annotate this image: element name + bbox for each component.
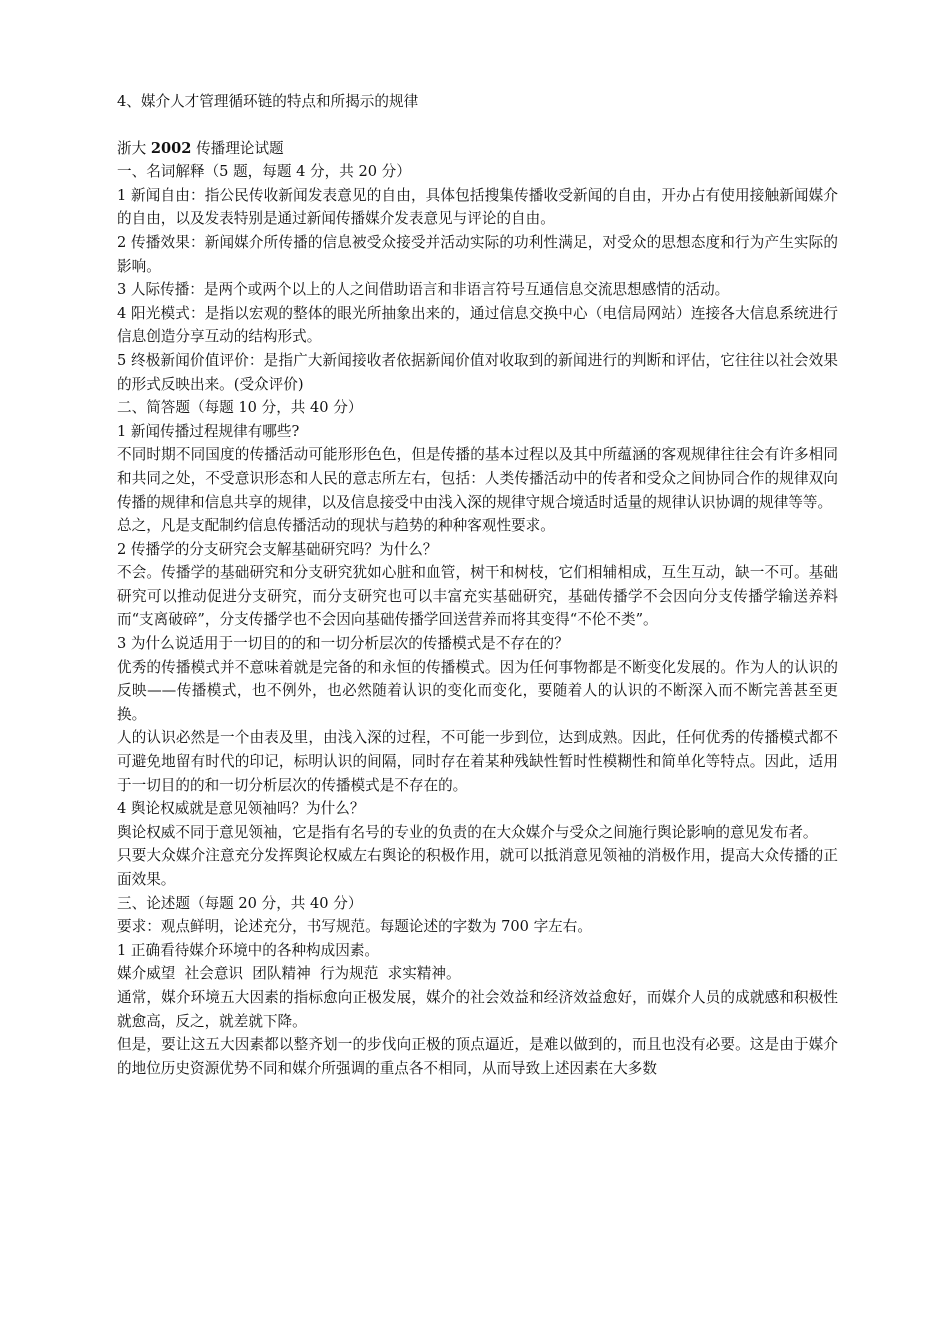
answer-paragraph: 通常，媒介环境五大因素的指标愈向正极发展，媒介的社会效益和经济效益愈好，而媒介人员的成就感和积极性就愈高，反之，就差就下降。 xyxy=(117,988,838,1030)
spacer xyxy=(117,114,838,137)
question: 3 为什么说适用于一切目的的和一切分析层次的传播模式是不存在的？ xyxy=(117,635,569,653)
exam-title-year: 2002 xyxy=(150,139,192,157)
requirement: 要求：观点鲜明，论述充分，书写规范。每题论述的字数为 700 字左右。 xyxy=(117,918,592,936)
section-heading: 一、名词解释（5 题，每题 4 分，共 20 分） xyxy=(117,163,411,181)
question: 2 传播学的分支研究会支解基础研究吗？为什么？ xyxy=(117,540,438,558)
exam-title xyxy=(117,137,838,161)
term-item: 5 终极新闻价值评价：是指广大新闻接收者依据新闻价值对收取到的新闻进行的判断和评估，它往往以社会效果的形式反映出来。(受众评价) xyxy=(117,351,838,393)
exam-title-pre: 浙大 xyxy=(117,139,151,157)
answer-paragraph: 只要大众媒介注意充分发挥舆论权威左右舆论的积极作用，就可以抵消意见领袖的消极作用，提高大众传播的正面效果。 xyxy=(117,847,838,888)
answer-paragraph: 但是，要让这五大因素都以整齐划一的步伐向正极的顶点逼近，是难以做到的，而且也没有必要。这是由于媒介的地位历史资源优势不同和媒介所强调的重点各不相同，从而导致上述因素在大多数 xyxy=(117,1036,838,1077)
question: 4 舆论权威就是意见领袖吗？为什么？ xyxy=(117,800,365,818)
answer-paragraph: 不会。传播学的基础研究和分支研究犹如心脏和血管，树干和树枝，它们相辅相成，互生互动，缺一不可。基础研究可以推动促进分支研究，而分支研究也可以丰富充实基础研究，基础传播学不会因向分支传播学输送养料而“支离破碎”，分支传播学也不会因向基础传播学回送营养而将其变得“不伦不类”。 xyxy=(117,564,838,629)
question: 1 新闻传播过程规律有哪些? xyxy=(117,422,300,440)
question: 1 正确看待媒介环境中的各种构成因素。 xyxy=(117,941,380,959)
exam-title-post: 传播理论试题 xyxy=(191,139,284,157)
term-item: 3 人际传播：是两个或两个以上的人之间借助语言和非语言符号互通信息交流思想感情的活动。 xyxy=(117,281,730,299)
answer-paragraph: 总之，凡是支配制约信息传播活动的现状与趋势的种种客观性要求。 xyxy=(117,517,555,535)
answer-paragraph: 不同时期不同国度的传播活动可能形形色色，但是传播的基本过程以及其中所蕴涵的客观规律往往会有许多相同和共同之处，不受意识形态和人民的意志所左右，包括：人类传播活动中的传者和受众之间协同合作的规律双向传播的规律和信息共享的规律，以及信息接受中由浅入深的规律守规合境适时适量的规律认识协调的规律等等。 xyxy=(117,446,838,511)
section-heading: 二、简答题（每题 10 分，共 40 分） xyxy=(117,399,363,417)
section-heading: 三、论述题（每题 20 分，共 40 分） xyxy=(117,894,363,912)
answer-paragraph: 人的认识必然是一个由表及里，由浅入深的过程，不可能一步到位，达到成熟。因此，任何优秀的传播模式都不可避免地留有时代的印记，标明认识的间隔，同时存在着某种残缺性暂时性模糊性和简单化等特点。因此，适用于一切目的的和一切分析层次的传播模式是不存在的。 xyxy=(117,729,838,794)
term-item: 2 传播效果：新闻媒介所传播的信息被受众接受并活动实际的功利性满足，对受众的思想态度和行为产生实际的影响。 xyxy=(117,233,838,275)
answer-paragraph: 优秀的传播模式并不意味着就是完备的和永恒的传播模式。因为任何事物都是不断变化发展的。作为人的认识的反映——传播模式，也不例外，也必然随着认识的变化而变化，要随着人的认识的不断深入而不断完善甚至更换。 xyxy=(117,658,838,723)
prev-item: 4、媒介人才管理循环链的特点和所揭示的规律 xyxy=(117,93,419,110)
term-item: 4 阳光模式：是指以宏观的整体的眼光所抽象出来的，通过信息交换中心（电信局网站）连接各大信息系统进行信息创造分享互动的结构形式。 xyxy=(117,304,838,346)
term-item: 1 新闻自由：指公民传收新闻发表意见的自由，具体包括搜集传播收受新闻的自由，开办占有使用接触新闻媒介的自由，以及发表特别是通过新闻传播媒介发表意见与评论的自由。 xyxy=(117,186,838,228)
answer-paragraph: 舆论权威不同于意见领袖，它是指有名号的专业的负责的在大众媒介与受众之间施行舆论影响的意见发布者。 xyxy=(117,823,818,841)
keywords: 媒介威望 社会意识 团队精神 行为规范 求实精神。 xyxy=(117,965,461,983)
